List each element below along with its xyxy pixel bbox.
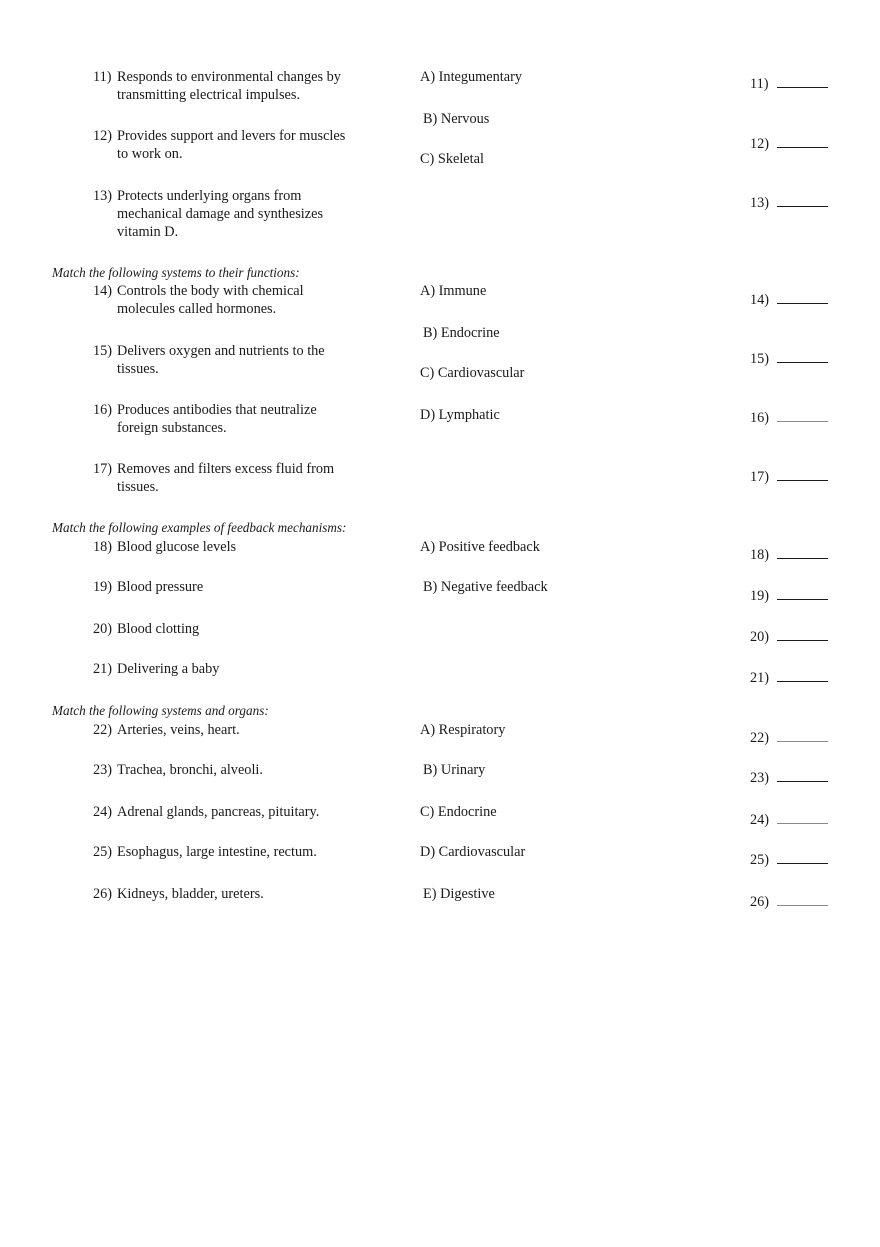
question-number: 19) — [93, 579, 113, 595]
question-17 — [93, 460, 355, 496]
answer-blank[interactable] — [777, 470, 828, 481]
answer-blank[interactable] — [777, 137, 828, 148]
section-header: Match the following systems and organs: — [52, 703, 269, 718]
question-number: 22) — [93, 722, 113, 738]
answer-14[interactable] — [750, 291, 828, 309]
answer-20[interactable] — [750, 628, 828, 646]
answer-blank[interactable] — [777, 895, 828, 906]
answer-26[interactable] — [750, 893, 828, 911]
question-number: 17) — [93, 461, 113, 477]
question-14 — [93, 282, 355, 318]
question-text: Arteries, veins, heart. — [117, 722, 240, 738]
answer-19[interactable] — [750, 587, 828, 605]
answer-label: 24) — [750, 812, 770, 828]
answer-11[interactable] — [750, 75, 828, 93]
answer-12[interactable] — [750, 135, 828, 153]
question-16 — [93, 401, 355, 437]
answer-blank[interactable] — [777, 630, 828, 641]
option-b: B) Nervous — [423, 111, 490, 127]
answer-label: 17) — [750, 469, 770, 485]
question-text: Kidneys, bladder, ureters. — [117, 886, 264, 902]
answer-label: 11) — [750, 76, 769, 92]
question-text: Delivering a baby — [117, 661, 220, 677]
question-21 — [93, 660, 355, 678]
question-12 — [93, 127, 355, 163]
option-c: C) Skeletal — [420, 151, 484, 167]
option-c: C) Endocrine — [420, 804, 497, 820]
question-number: 12) — [93, 128, 113, 144]
question-number: 23) — [93, 762, 113, 778]
question-18 — [93, 538, 355, 556]
answer-blank[interactable] — [777, 813, 828, 824]
answer-label: 23) — [750, 770, 770, 786]
question-text: Blood glucose levels — [117, 539, 237, 555]
answer-label: 18) — [750, 547, 770, 563]
option-b: B) Negative feedback — [423, 579, 548, 595]
question-number: 21) — [93, 661, 113, 677]
answer-label: 21) — [750, 670, 770, 686]
answer-16[interactable] — [750, 409, 828, 427]
question-number: 25) — [93, 844, 113, 860]
question-text: Removes and filters excess fluid from tissues. — [117, 461, 335, 495]
question-23 — [93, 761, 355, 779]
question-number: 15) — [93, 343, 113, 359]
question-number: 16) — [93, 402, 113, 418]
question-number: 24) — [93, 804, 113, 820]
answer-blank[interactable] — [777, 771, 828, 782]
option-d: D) Lymphatic — [420, 407, 500, 423]
answer-blank[interactable] — [777, 731, 828, 742]
answer-23[interactable] — [750, 769, 828, 787]
question-number: 13) — [93, 188, 113, 204]
answer-blank[interactable] — [777, 589, 828, 600]
question-19 — [93, 578, 355, 596]
question-text: Responds to environmental changes by transmitting electrical impulses. — [117, 69, 341, 103]
answer-21[interactable] — [750, 669, 828, 687]
answer-18[interactable] — [750, 546, 828, 564]
section-header: Match the following systems to their functions: — [52, 265, 300, 280]
answer-blank[interactable] — [777, 352, 828, 363]
question-text: Blood clotting — [117, 621, 200, 637]
answer-label: 22) — [750, 730, 770, 746]
answer-blank[interactable] — [777, 293, 828, 304]
question-number: 11) — [93, 69, 112, 85]
option-a: A) Integumentary — [420, 69, 523, 85]
answer-blank[interactable] — [777, 853, 828, 864]
option-e: E) Digestive — [423, 886, 495, 902]
question-25 — [93, 843, 355, 861]
answer-24[interactable] — [750, 811, 828, 829]
question-text: Blood pressure — [117, 579, 204, 595]
question-text: Provides support and levers for muscles to work on. — [117, 128, 346, 162]
answer-blank[interactable] — [777, 671, 828, 682]
question-text: Protects underlying organs from mechanical damage and synthesizes vitamin D. — [117, 188, 324, 240]
option-a: A) Positive feedback — [420, 539, 540, 555]
option-b: B) Urinary — [423, 762, 486, 778]
answer-label: 20) — [750, 629, 770, 645]
answer-label: 15) — [750, 351, 770, 367]
answer-label: 14) — [750, 292, 770, 308]
question-number: 20) — [93, 621, 113, 637]
section-header: Match the following examples of feedback mechanisms: — [52, 520, 347, 535]
question-text: Delivers oxygen and nutrients to the tissues. — [117, 343, 325, 377]
answer-15[interactable] — [750, 350, 828, 368]
answer-17[interactable] — [750, 468, 828, 486]
question-text: Controls the body with chemical molecules called hormones. — [117, 283, 304, 317]
answer-blank[interactable] — [777, 77, 828, 88]
answer-label: 16) — [750, 410, 770, 426]
answer-label: 19) — [750, 588, 770, 604]
answer-label: 26) — [750, 894, 770, 910]
answer-label: 13) — [750, 195, 770, 211]
option-a: A) Respiratory — [420, 722, 506, 738]
question-20 — [93, 620, 355, 638]
question-text: Adrenal glands, pancreas, pituitary. — [117, 804, 320, 820]
answer-blank[interactable] — [777, 548, 828, 559]
question-26 — [93, 885, 355, 903]
answer-blank[interactable] — [777, 196, 828, 207]
question-15 — [93, 342, 355, 378]
question-22 — [93, 721, 355, 739]
question-text: Trachea, bronchi, alveoli. — [117, 762, 263, 778]
option-d: D) Cardiovascular — [420, 844, 526, 860]
answer-blank[interactable] — [777, 411, 828, 422]
question-24 — [93, 803, 355, 821]
answer-25[interactable] — [750, 851, 828, 869]
question-number: 14) — [93, 283, 113, 299]
option-c: C) Cardiovascular — [420, 365, 525, 381]
option-a: A) Immune — [420, 283, 487, 299]
option-b: B) Endocrine — [423, 325, 500, 341]
answer-label: 25) — [750, 852, 770, 868]
answer-label: 12) — [750, 136, 770, 152]
question-text: Produces antibodies that neutralize foreign substances. — [117, 402, 317, 436]
question-number: 18) — [93, 539, 113, 555]
question-13 — [93, 187, 355, 241]
question-number: 26) — [93, 886, 113, 902]
answer-22[interactable] — [750, 729, 828, 747]
question-text: Esophagus, large intestine, rectum. — [117, 844, 317, 860]
answer-13[interactable] — [750, 194, 828, 212]
question-11 — [93, 68, 355, 104]
